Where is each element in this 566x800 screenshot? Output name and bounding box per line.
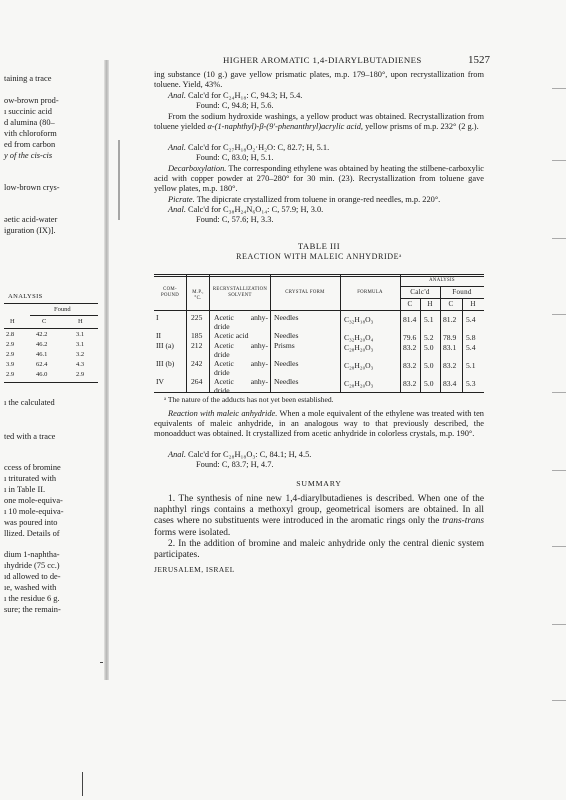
analysis-line: Anal. Calc'd for C₂₄H₁₈: C, 94.3; H, 5.4. [168,91,303,100]
table-cell-calc-h: 5.0 [424,343,434,352]
left-fragment: low-brown crys- [4,183,60,192]
table-cell-mp: 185 [191,331,203,340]
left-table-cell: 2.9 [6,371,15,378]
table-cell-compound: III (b) [156,359,175,368]
table-rule [4,328,98,329]
table-cell-found-h: 5.4 [466,343,476,352]
table-cell-crystal: Needles [274,331,299,340]
table-cell-compound: II [156,331,162,340]
table-cell-found-h: 5.4 [466,315,476,324]
table-col-divider [420,298,421,392]
header-formula: FORMULA [357,290,383,295]
table-cell-calc-h: 5.2 [424,333,434,342]
left-fragment: ı triturated with [4,474,57,483]
table-rule [154,310,484,311]
header-calcd: Calc'd [410,288,430,296]
scan-mark [100,662,103,663]
paragraph-3: Decarboxylation. The corresponding ethylene was obtained by heating the stilbene-carboxylic acid with copper powder at 270–280° for 30 min. (23). Recrystallization from toluene gave yellow plates, m.p. 180°. [154,164,484,194]
left-fragment: vith chloroform [4,129,57,138]
table-cell-calc-c: 81.4 [403,315,417,324]
left-table-cell: 46.2 [36,341,48,348]
scan-mark [552,160,566,161]
header-found-h: H [470,300,476,308]
scan-mark [552,624,566,625]
left-table-cell: 3.9 [6,361,15,368]
table-cell-calc-c: 83.2 [403,379,417,388]
table-cell-crystal: Needles [274,313,299,322]
left-table-cell: 2.9 [76,371,85,378]
book-spine-mark [118,140,120,220]
left-fragment: əetic acid-water [4,215,58,224]
table-rule [154,276,484,277]
table-title: TABLE III [297,241,341,251]
left-table-cell: 3.1 [76,331,85,338]
left-fragment: d alumina (80– [4,118,55,127]
found-line: Found: C, 83.7; H, 4.7. [196,460,274,469]
page-number: 1527 [468,54,490,66]
table-cell-formula: C₃₂H₂₀O₄ [344,333,374,342]
left-fragment: iguration (IX)]. [4,226,56,235]
left-table-cell: 2.9 [6,351,15,358]
left-table-cell: 46.0 [36,371,48,378]
table-cell-mp: 264 [191,377,203,386]
left-fragment: ted with a trace [4,432,56,441]
table-cell-formula: C₃₂H₁₈O₃ [344,315,374,324]
table-caption: REACTION WITH MALEIC ANHYDRIDEᵃ [236,252,402,261]
scan-mark [552,314,566,315]
table-rule [400,286,484,287]
scan-mark [552,470,566,471]
analysis-line: Anal. Calc'd for C₃₈H₂₄N₆O₁₄: C, 57.9; H, 3.0. [168,205,324,214]
table-cell-solvent: Acetic anhy-dride [214,377,268,395]
left-table-cell: 62.4 [36,361,48,368]
header-found: Found [452,288,472,296]
table-cell-calc-c: 79.6 [403,333,417,342]
found-line: Found: C, 83.0; H, 5.1. [196,153,274,162]
header-calc-c: C [407,300,413,308]
table-cell-calc-h: 5.0 [424,379,434,388]
affiliation-city: JERUSALEM, ISRAEL [154,565,235,574]
analysis-line: Anal. Calc'd for C₂₇H₁₈O₂·H₂O: C, 82.7; H, 5.1. [168,143,330,152]
left-table-col: H [78,318,83,325]
left-fragment: ı succinic acid [4,107,52,116]
table-rule [400,298,484,299]
running-head: HIGHER AROMATIC 1,4-DIARYLBUTADIENES [223,55,422,65]
table-iii [154,274,484,395]
scan-mark [552,392,566,393]
table-cell-found-c: 83.4 [443,379,457,388]
table-col-divider [186,275,187,392]
table-col-divider [462,298,463,392]
table-cell-crystal: Needles [274,359,299,368]
analysis-line: Anal. Calc'd for C₂₈H₁₈O₃: C, 84.1; H, 4.5. [168,450,312,459]
table-col-divider [270,275,271,392]
table-cell-found-c: 83.2 [443,361,457,370]
left-table-cell: 4.3 [76,361,85,368]
left-table-cell: 3.1 [76,341,85,348]
table-cell-solvent: Acetic acid [214,331,249,340]
table-cell-formula: C₂₈H₂₀O₃ [344,343,374,352]
left-fragment: llized. Details of [4,529,60,538]
table-cell-found-c: 81.2 [443,315,457,324]
paragraph-4: Picrate. The dipicrate crystallized from toluene in orange-red needles, m.p. 220°. [168,195,441,204]
left-fragment: ıhydride (75 cc.) [4,561,60,570]
table-rule [4,303,98,304]
left-table-cell: 3.2 [76,351,85,358]
left-fragment: ı in Table II. [4,485,46,494]
header-crystal-form: CRYSTAL FORM [285,290,325,295]
scan-mark [552,238,566,239]
header-analysis: ANALYSIS [429,278,455,283]
left-table-title: ANALYSIS [8,293,43,300]
table-cell-formula: C₂₈H₂₀O₃ [344,361,374,370]
left-fragment: ı the residue 6 g. [4,594,60,603]
left-fragment: was poured into [4,518,58,527]
table-col-divider [340,275,341,392]
left-table-group: Found [54,306,71,313]
left-table-col: H [10,318,15,325]
left-fragment: ı the calculated [4,398,55,407]
table-cell-found-h: 5.8 [466,333,476,342]
scan-mark [552,546,566,547]
header-mp: M.P., °C. [192,290,204,301]
table-rule [154,392,484,393]
table-cell-mp: 242 [191,359,203,368]
table-cell-found-c: 83.1 [443,343,457,352]
left-fragment: ıd allowed to de- [4,572,61,581]
table-cell-found-h: 5.3 [466,379,476,388]
table-cell-crystal: Prisms [274,341,295,350]
left-table-col: C [42,318,47,325]
left-fragment: one mole-equiva- [4,496,63,505]
table-cell-compound: III (a) [156,341,174,350]
table-cell-found-h: 5.1 [466,361,476,370]
table-cell-calc-h: 5.0 [424,361,434,370]
left-fragment: sure; the remain- [4,605,61,614]
left-fragment: ow-brown prod- [4,96,59,105]
book-spine-shadow [104,60,109,680]
table-cell-solvent: Acetic anhy-dride [214,359,268,377]
table-col-divider [209,275,210,392]
table-cell-calc-c: 83.2 [403,343,417,352]
header-compound: COM-POUND [160,287,180,298]
table-rule [4,382,98,383]
summary-item-1: 1. The synthesis of nine new 1,4-diarylbutadienes is described. When one of the naphthyl rings contains a methoxyl group, geometrical isomers are obtained. In all cases where no substituents were introduced in the aromatic rings only the trans-trans forms were isolated. [154,494,484,538]
found-line: Found: C, 94.8; H, 5.6. [196,101,274,110]
table-cell-found-c: 78.9 [443,333,457,342]
left-fragment: y of the cis-cis [4,151,53,160]
table-footnote: ᵃ The nature of the adducts has not yet been established. [164,395,334,404]
left-fragment: taining a trace [4,74,52,83]
left-fragment: ed from carbon [4,140,56,149]
paragraph-1: ing substance (10 g.) gave yellow prismatic plates, m.p. 179–180°, upon recrystallization from toluene. Yield, 43%. [154,70,484,90]
table-cell-mp: 212 [191,341,203,350]
table-cell-compound: IV [156,377,165,386]
table-cell-compound: I [156,313,159,322]
table-cell-formula: C₂₈H₂₀O₃ [344,379,374,388]
left-table-cell: 46.1 [36,351,48,358]
paragraph-2: From the sodium hydroxide washings, a yellow product was obtained. Recrystallization from toluene yielded α-(1-naphthyl)-β-(9'-phenanthryl)acrylic acid, yellow prisms of m.p. 232° (2 g.). [154,112,484,132]
header-calc-h: H [427,300,433,308]
left-fragment: ccess of bromine [4,463,61,472]
header-solvent: RECRYSTALLIZATION SOLVENT [212,287,268,298]
left-fragment: ı 10 mole-equiva- [4,507,64,516]
left-fragment: ıe, washed with [4,583,57,592]
found-line: Found: C, 57.6; H, 3.3. [196,215,274,224]
scan-mark [82,772,83,796]
scan-mark [552,88,566,89]
table-cell-mp: 225 [191,313,203,322]
summary-item-2: 2. In the addition of bromine and maleic anhydride only the central dienic system participates. [154,539,484,561]
summary-title: SUMMARY [296,479,342,488]
table-cell-solvent: Acetic anhy-dride [214,313,268,331]
left-fragment: dium 1-naphtha- [4,550,60,559]
table-cell-solvent: Acetic anhy-dride [214,341,268,359]
table-cell-calc-c: 83.2 [403,361,417,370]
table-rule [30,315,98,316]
header-found-c: C [448,300,454,308]
left-table-cell: 2.8 [6,331,15,338]
table-cell-calc-h: 5.1 [424,315,434,324]
left-table-cell: 2.9 [6,341,15,348]
paragraph-5: Reaction with maleic anhydride. When a mole equivalent of the ethylene was treated with ten equivalents of maleic anhydride, in an analogous way to that previously described, the monoadduct was obtained. It crystallized from acetic anhydride in colorless crystals, m.p. 190°. [154,409,484,439]
left-table-cell: 42.2 [36,331,48,338]
table-cell-crystal: Needles [274,377,299,386]
scan-mark [552,700,566,701]
